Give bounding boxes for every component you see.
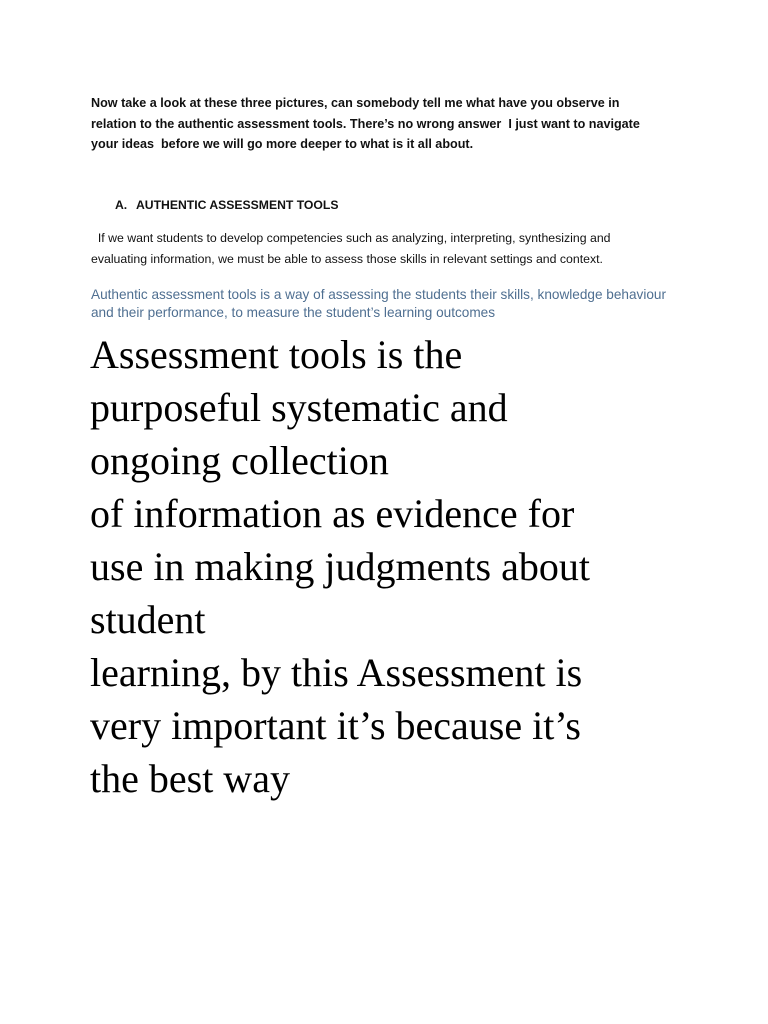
large-text-line: of information as evidence for xyxy=(90,491,575,536)
definition-line: and their performance, to measure the student’s learning outcomes xyxy=(91,305,496,320)
large-text-line: use in making judgments about xyxy=(90,544,590,589)
intro-line: Now take a look at these three pictures, can somebody tell me what have you observe in xyxy=(91,96,620,110)
section-marker: A. xyxy=(115,198,128,212)
large-text-line: purposeful systematic and xyxy=(90,385,508,430)
section-heading-text: AUTHENTIC ASSESSMENT TOOLS xyxy=(136,198,339,212)
large-text-line: Assessment tools is the xyxy=(90,332,463,377)
intro-line: relation to the authentic assessment tools. There’s no wrong answer I just want to navigate xyxy=(91,116,640,131)
large-text-line: the best way xyxy=(90,756,290,801)
paragraph-line: evaluating information, we must be able to assess those skills in relevant settings and context. xyxy=(91,251,603,266)
large-text-block xyxy=(90,328,750,805)
section-heading xyxy=(115,196,338,214)
intro-paragraph xyxy=(91,93,711,155)
paragraph-line: If we want students to develop competencies such as analyzing, interpreting, synthesizing and xyxy=(91,231,611,245)
competencies-paragraph xyxy=(91,228,691,269)
large-text-line: learning, by this Assessment is xyxy=(90,650,583,695)
intro-line: your ideas before we will go more deeper to what is it all about. xyxy=(91,137,474,151)
large-text-line: very important it’s because it’s xyxy=(90,703,581,748)
definition-paragraph xyxy=(91,286,711,322)
large-text-line: student xyxy=(90,597,206,642)
large-text-line: ongoing collection xyxy=(90,438,389,483)
definition-line: Authentic assessment tools is a way of assessing the students their skills, knowledge behaviour xyxy=(91,287,667,302)
